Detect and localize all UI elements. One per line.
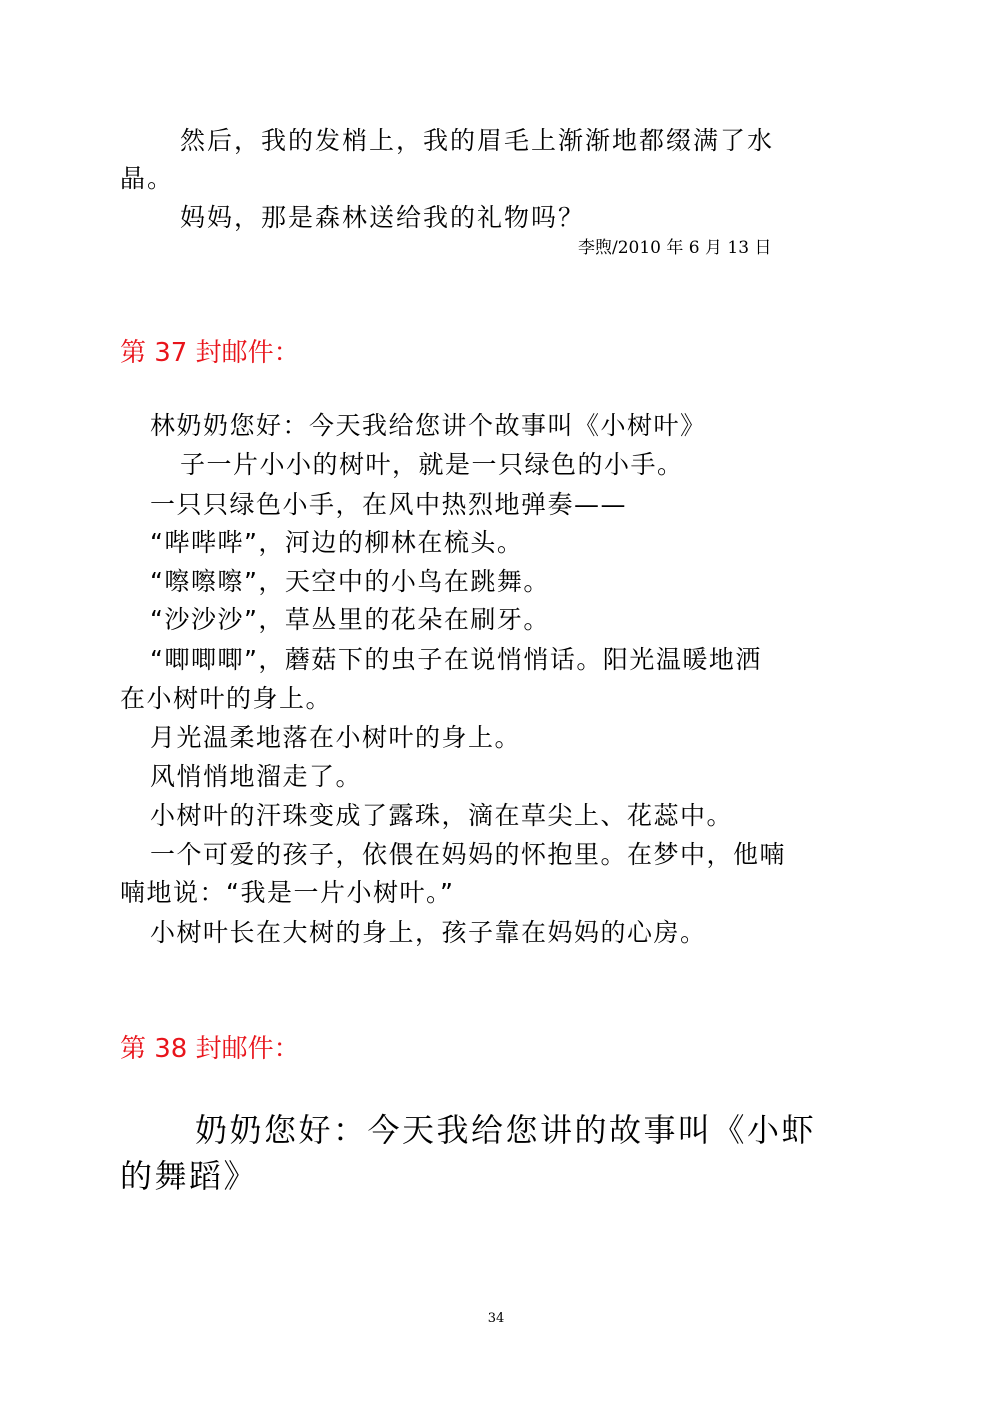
email-38-line-1: 奶奶您好：今天我给您讲的故事叫《小虾 [195, 1111, 817, 1149]
email-37-line-6: “沙沙沙”，草丛里的花朵在刷牙。 [150, 605, 550, 634]
email-38-line-2: 的舞蹈》 [120, 1157, 259, 1195]
email-37-line-8: 在小树叶的身上。 [120, 684, 333, 713]
email-37-line-9: 月光温柔地落在小树叶的身上。 [150, 723, 522, 752]
intro-line-3: 妈妈，那是森林送给我的礼物吗？ [180, 203, 586, 232]
email-37-line-1: 林奶奶您好：今天我给您讲个故事叫《小树叶》 [150, 411, 707, 440]
signature: 李煦/2010 年 6 月 13 日 [578, 238, 772, 258]
email-38-heading: 第 38 封邮件： [120, 1034, 300, 1064]
email-37-line-4: “哔哔哔”，河边的柳林在梳头。 [150, 528, 524, 557]
email-37-heading: 第 37 封邮件： [120, 338, 300, 368]
email-37-line-3: 一只只绿色小手，在风中热烈地弹奏—— [150, 490, 628, 519]
email-37-line-13: 喃地说：“我是一片小树叶。” [120, 878, 455, 907]
email-37-line-2: 子一片小小的树叶，就是一只绿色的小手。 [180, 450, 684, 479]
email-37-line-12: 一个可爱的孩子，依偎在妈妈的怀抱里。在梦中，他喃 [150, 840, 787, 869]
intro-line-2: 晶。 [120, 164, 175, 193]
page-number: 34 [487, 1311, 505, 1326]
intro-line-1: 然后，我的发梢上，我的眉毛上渐渐地都缀满了水 [180, 126, 775, 155]
email-37-line-10: 风悄悄地溜走了。 [150, 762, 363, 791]
email-37-line-14: 小树叶长在大树的身上，孩子靠在妈妈的心房。 [150, 918, 707, 947]
email-37-line-7: “唧唧唧”，蘑菇下的虫子在说悄悄话。阳光温暖地洒 [150, 645, 762, 674]
email-37-line-5: “嚓嚓嚓”，天空中的小鸟在跳舞。 [150, 567, 550, 596]
email-37-line-11: 小树叶的汗珠变成了露珠，滴在草尖上、花蕊中。 [150, 801, 734, 830]
